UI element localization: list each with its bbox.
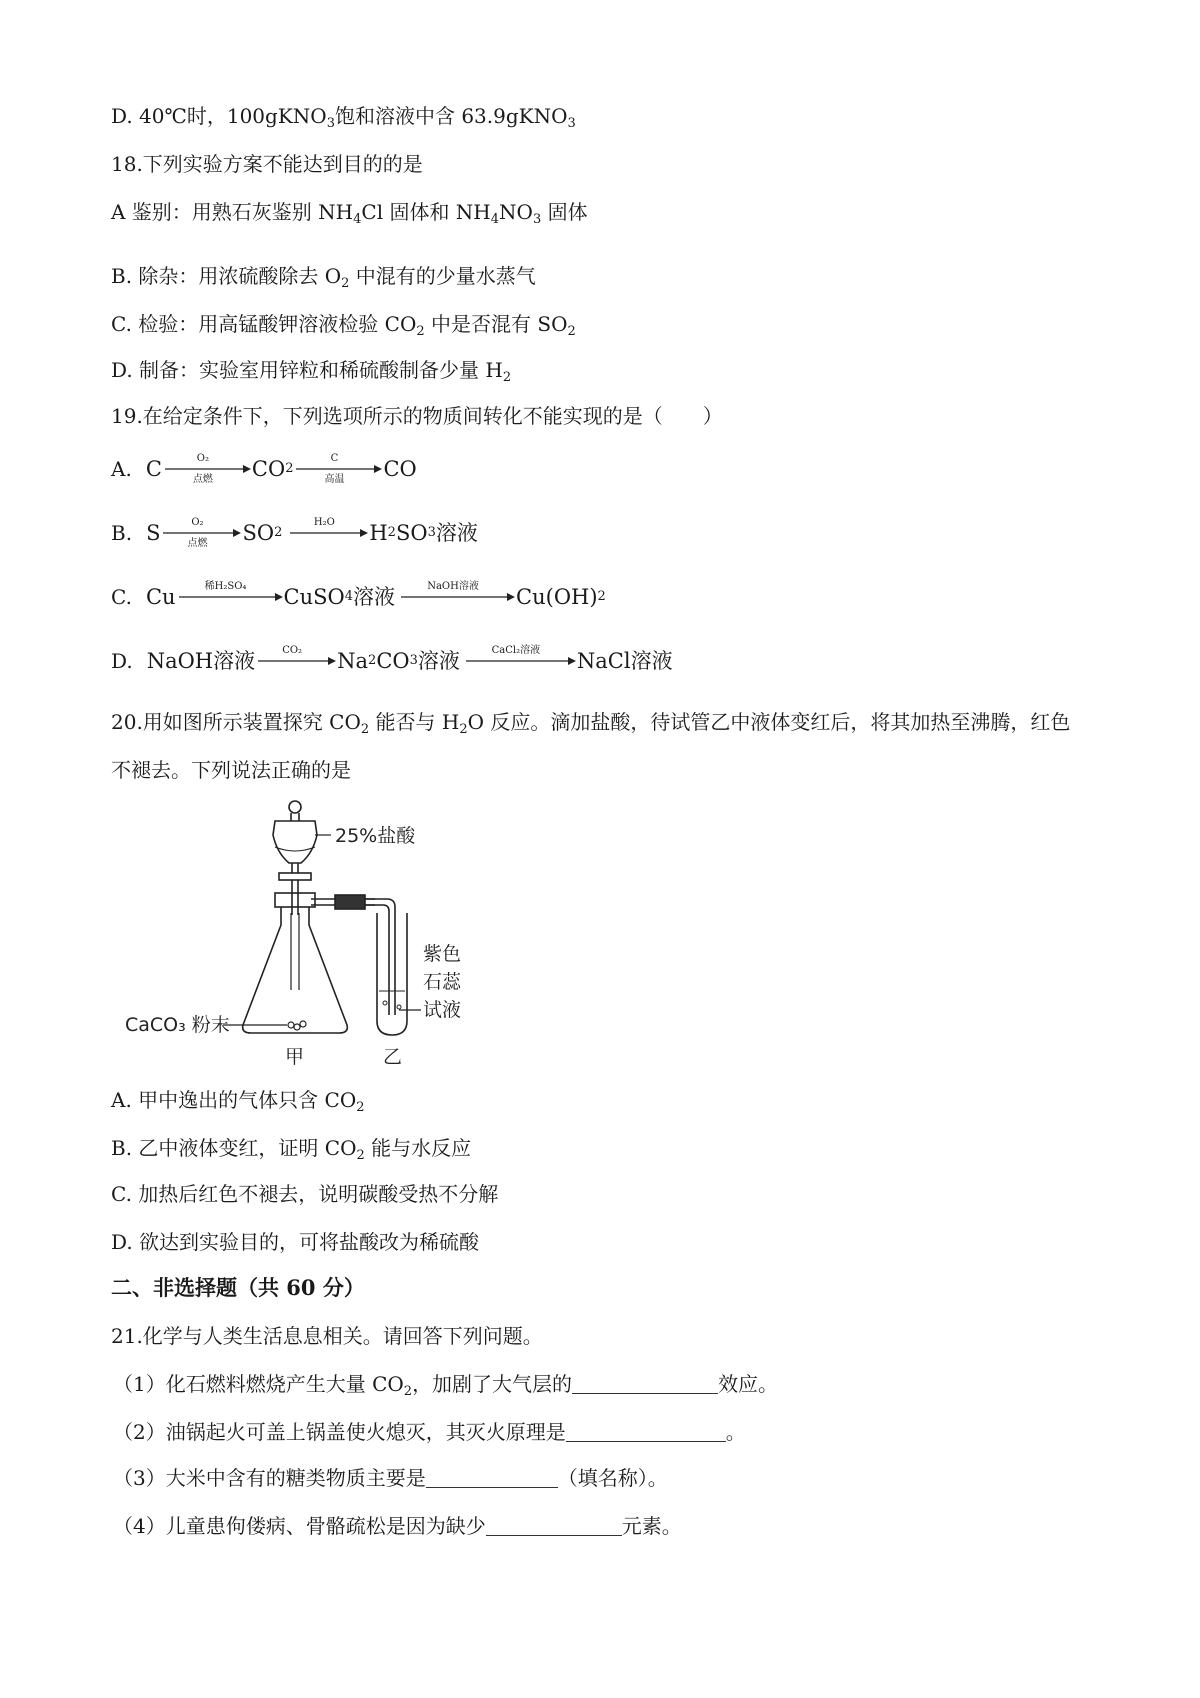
stem-text: O 反应。滴加盐酸，待试管乙中液体变红后，将其加热至沸腾，红色 (467, 710, 1071, 734)
option-text: 中是否混有 SO (424, 312, 568, 336)
product: CuSO (283, 585, 345, 609)
q21-part-2 (113, 1418, 746, 1446)
answer-blank[interactable] (572, 1373, 718, 1394)
acid-label: 25%盐酸 (335, 825, 416, 847)
caco3-powder (288, 1021, 306, 1030)
option-text: D. 40℃时，100gKNO (111, 104, 327, 128)
arrow-condition-above: O₂ (196, 453, 209, 464)
q18-option-c (111, 310, 576, 346)
arrow-condition-above: C (330, 453, 339, 464)
section-heading: 二、非选择题（共 60 分） (111, 1275, 365, 1300)
stem-text: 能否与 H (369, 710, 460, 734)
q18-option-d (111, 356, 511, 392)
q21-part-3 (113, 1464, 668, 1492)
answer-blank[interactable] (426, 1467, 558, 1488)
part-text: （填名称）。 (557, 1466, 668, 1490)
option-label: B. (111, 521, 133, 545)
subscript: 3 (326, 116, 335, 131)
part-text: （3）大米中含有的糖类物质主要是 (113, 1466, 426, 1490)
subscript: 4 (353, 212, 362, 227)
subscript: 4 (490, 212, 500, 227)
arrow-condition-above: CO₂ (282, 645, 303, 656)
part-text: ，加剧了大气层的 (412, 1372, 573, 1396)
subscript: 3 (409, 653, 418, 668)
part-text: 元素。 (621, 1514, 682, 1538)
powder-label: CaCO₃ 粉末 (125, 1014, 230, 1036)
product: CO (383, 457, 417, 481)
reactant: S (146, 521, 161, 545)
q20-option-c: C. 加热后红色不褪去，说明碳酸受热不分解 (111, 1182, 499, 1206)
q20-option-d: D. 欲达到实验目的，可将盐酸改为稀硫酸 (111, 1230, 480, 1254)
reaction-arrow (256, 646, 336, 676)
product: 溶液 (353, 585, 396, 609)
product: CO (376, 649, 410, 673)
product: 溶液 (417, 649, 460, 673)
subscript: 2 (341, 276, 350, 291)
part-text: （2）油锅起火可盖上锅盖使火熄灭，其灭火原理是 (113, 1420, 566, 1444)
indicator-label-line1: 紫色 (423, 943, 462, 965)
q17-option-d (111, 102, 576, 138)
option-label: D. (111, 649, 133, 673)
arrow-condition-below: 点燃 (187, 538, 208, 549)
product: SO (242, 521, 275, 545)
q20-stem-line1 (111, 708, 1070, 744)
subscript: 2 (285, 461, 294, 476)
option-text: 能与水反应 (364, 1136, 472, 1160)
subscript: 3 (427, 525, 436, 540)
subscript: 4 (344, 589, 354, 604)
arrow-condition-above: 稀H₂SO₄ (204, 581, 247, 592)
reactant: C (145, 457, 162, 481)
product: 溶液 (435, 521, 478, 545)
part-text: 效应。 (718, 1372, 779, 1396)
product: Na (337, 649, 369, 673)
subscript: 2 (597, 589, 606, 604)
subscript: 2 (360, 722, 370, 737)
separatory-funnel (273, 801, 317, 915)
option-text: 固体 (541, 200, 588, 224)
product: CO (251, 457, 286, 481)
stem-text: 20.用如图所示装置探究 CO (111, 710, 361, 734)
test-tube (377, 913, 407, 1035)
q19-stem: 19.在给定条件下，下列选项所示的物质间转化不能实现的是（ ） (111, 404, 723, 428)
subscript: 2 (459, 722, 468, 737)
option-text: C. 检验：用高锰酸钾溶液检验 CO (111, 312, 417, 336)
option-text: NO (499, 200, 533, 224)
q18-option-a (111, 198, 588, 234)
product: SO (395, 521, 428, 545)
option-text: B. 乙中液体变红，证明 CO (111, 1136, 357, 1160)
subscript: 2 (387, 525, 396, 540)
reaction-arrow (163, 454, 251, 484)
q20-option-b (111, 1134, 471, 1170)
subscript: 2 (356, 1100, 365, 1115)
reaction-arrow (288, 518, 368, 548)
tube-label: 乙 (383, 1046, 403, 1065)
subscript: 2 (567, 324, 576, 339)
option-text: 饱和溶液中含 63.9gKNO (334, 104, 568, 128)
subscript: 2 (274, 525, 283, 540)
option-label: C. (111, 585, 132, 609)
q19-option-d (111, 646, 673, 676)
product: Cu(OH) (516, 585, 598, 609)
answer-blank[interactable] (486, 1515, 622, 1536)
product: NaCl溶液 (576, 649, 673, 673)
q19-option-c (111, 582, 606, 612)
arrow-condition-above: NaOH溶液 (427, 581, 479, 592)
option-text: A 鉴别：用熟石灰鉴别 NH (111, 200, 354, 224)
q21-stem: 21.化学与人类生活息息相关。请回答下列问题。 (111, 1324, 543, 1348)
reaction-arrow (399, 582, 515, 612)
subscript: 3 (567, 116, 576, 131)
arrow-condition-above: H₂O (313, 517, 335, 528)
q19-option-b (111, 518, 478, 548)
subscript: 2 (368, 653, 377, 668)
q18-option-b (111, 262, 536, 298)
delivery-tube (335, 895, 395, 1015)
option-text: D. 制备：实验室用锌粒和稀硫酸制备少量 H (111, 358, 503, 382)
option-text: 中混有的少量水蒸气 (349, 264, 536, 288)
subscript: 2 (416, 324, 425, 339)
option-label: A. (111, 457, 132, 481)
q19-option-a (111, 454, 417, 484)
reaction-arrow (177, 582, 283, 612)
part-text: （1）化石燃料燃烧产生大量 CO (113, 1372, 404, 1396)
arrow-condition-above: O₂ (191, 517, 204, 528)
arrow-condition-below: 点燃 (192, 474, 213, 485)
indicator-label-line2: 石蕊 (423, 971, 462, 993)
reaction-arrow (294, 454, 382, 484)
part-text: 。 (725, 1420, 746, 1444)
part-text: （4）儿童患佝偻病、骨骼疏松是因为缺少 (113, 1514, 486, 1538)
reaction-arrow (464, 646, 576, 676)
reactant: NaOH溶液 (146, 649, 256, 673)
product: H (369, 521, 388, 545)
answer-blank[interactable] (566, 1421, 726, 1442)
reactant: Cu (145, 585, 176, 609)
subscript: 2 (403, 1384, 413, 1399)
option-text: Cl 固体和 NH (361, 200, 491, 224)
apparatus-diagram (125, 795, 525, 1065)
subscript: 3 (532, 212, 542, 227)
arrow-condition-below: 高温 (324, 474, 345, 485)
conical-flask (243, 893, 375, 1033)
q20-option-a (111, 1086, 365, 1122)
indicator-label-line3: 试液 (423, 999, 462, 1021)
reaction-arrow (161, 518, 241, 548)
subscript: 2 (502, 370, 512, 385)
flask-label: 甲 (285, 1046, 305, 1065)
q21-part-4 (113, 1512, 682, 1540)
q21-part-1 (113, 1370, 778, 1406)
q18-stem: 18.下列实验方案不能达到目的的是 (111, 152, 423, 176)
option-text: A. 甲中逸出的气体只含 CO (111, 1088, 357, 1112)
subscript: 2 (356, 1148, 365, 1163)
q20-stem-line2: 不褪去。下列说法正确的是 (111, 758, 351, 782)
arrow-condition-above: CaCl₂溶液 (491, 645, 541, 656)
option-text: B. 除杂：用浓硫酸除去 O (111, 264, 342, 288)
